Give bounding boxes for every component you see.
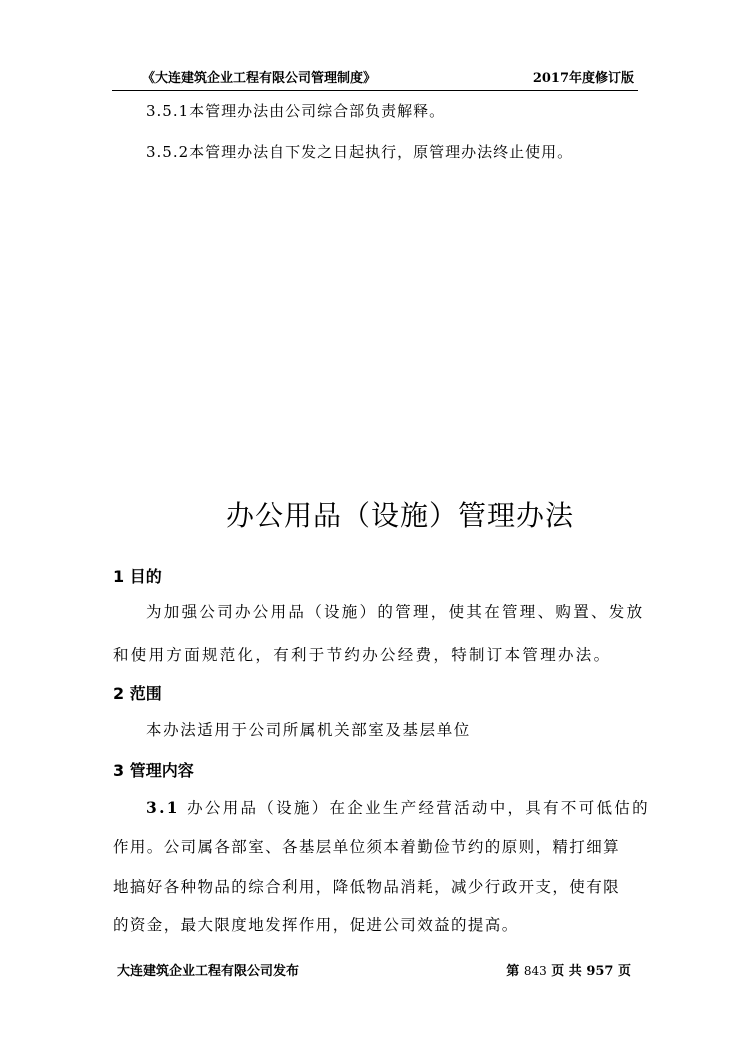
purpose-line-2: 和使用方面规范化，有利于节约办公经费，特制订本管理办法。	[113, 646, 612, 664]
purpose-line-1: 为加强公司办公用品（设施）的管理，使其在管理、购置、发放	[146, 603, 645, 621]
content-line-1	[146, 796, 650, 818]
page-header	[112, 64, 638, 91]
content-line-3: 地搞好各种物品的综合利用，降低物品消耗，减少行政开支，使有限	[113, 878, 621, 896]
footer-page-info	[506, 960, 631, 979]
section-heading-content: 3 管理内容	[113, 761, 194, 780]
page-suffix: 页	[617, 964, 631, 979]
content-line-4: 的资金，最大限度地发挥作用，促进公司效益的提高。	[113, 916, 519, 934]
header-version: 2017年度修订版	[532, 71, 634, 86]
scope-line-1: 本办法适用于公司所属机关部室及基层单位	[146, 721, 471, 739]
content-line-2: 作用。公司属各部室、各基层单位须本着勤俭节约的原则，精打细算	[113, 838, 621, 856]
clause-3-5-2: 3.5.2本管理办法自下发之日起执行，原管理办法终止使用。	[146, 143, 574, 161]
total-pages: 957	[586, 964, 614, 979]
footer-publisher: 大连建筑企业工程有限公司发布	[117, 964, 300, 979]
section-heading-purpose: 1 目的	[113, 567, 162, 586]
clause-3-5-1: 3.5.1本管理办法由公司综合部负责解释。	[146, 102, 446, 120]
page-prefix: 第	[506, 964, 520, 979]
page-middle: 页 共	[551, 964, 582, 979]
page-number: 843	[523, 964, 547, 978]
header-document-title: 《大连建筑企业工程有限公司管理制度》	[142, 71, 377, 86]
document-title-block	[0, 494, 744, 534]
document-title: 办公用品（设施）管理办法	[225, 499, 574, 532]
content-line-1-text: 办公用品（设施）在企业生产经营活动中，具有不可低估的	[187, 799, 650, 817]
clause-number-3-1: 3.1	[146, 798, 180, 817]
section-heading-scope: 2 范围	[113, 684, 162, 703]
